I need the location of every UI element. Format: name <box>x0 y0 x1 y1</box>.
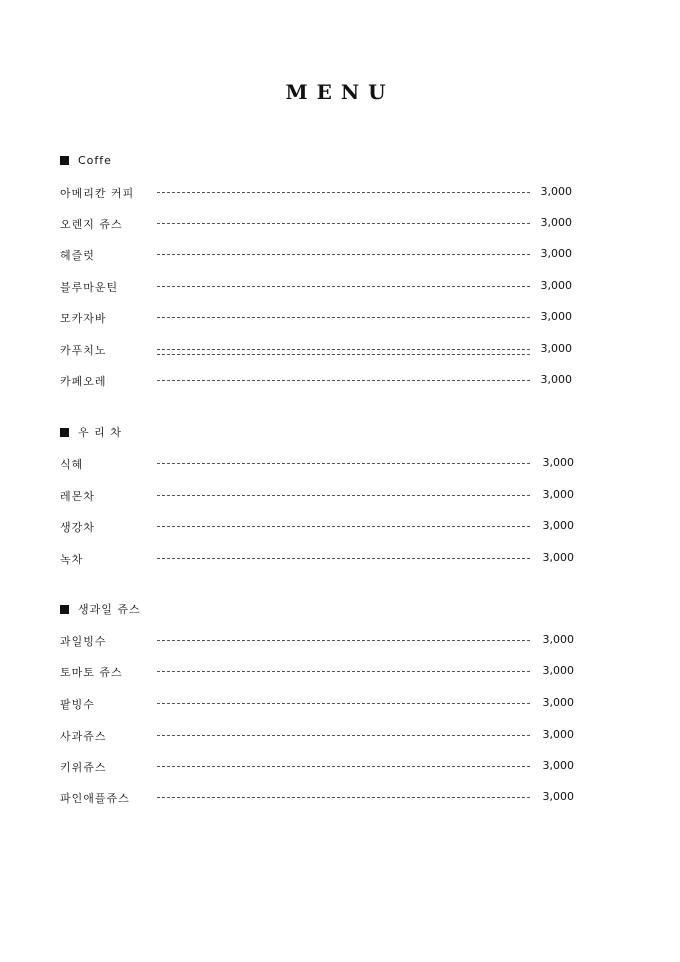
dotted-leader <box>157 354 530 355</box>
dotted-leader <box>157 640 530 641</box>
item-price: 3,000 <box>540 310 572 323</box>
section-coffe <box>60 150 580 395</box>
dotted-leader <box>157 286 530 287</box>
dotted-leader <box>157 254 530 255</box>
page-title: MENU <box>285 80 395 104</box>
menu-item <box>60 339 580 359</box>
item-price: 3,000 <box>542 456 574 469</box>
item-price: 3,000 <box>542 759 574 772</box>
item-price: 3,000 <box>542 551 574 564</box>
item-price: 3,000 <box>542 664 574 677</box>
item-name: 과일빙수 <box>60 635 107 648</box>
item-name: 팥빙수 <box>60 698 95 711</box>
section-header <box>60 422 580 442</box>
item-price: 3,000 <box>540 342 572 355</box>
square-bullet-icon <box>60 428 69 437</box>
menu-item <box>60 276 580 296</box>
menu-item <box>60 661 580 681</box>
item-price: 3,000 <box>540 373 572 386</box>
item-name: 식혜 <box>60 458 84 471</box>
menu-item <box>60 693 580 713</box>
dotted-leader <box>157 735 530 736</box>
item-name: 레몬차 <box>60 490 95 503</box>
dotted-leader <box>157 192 530 193</box>
menu-item <box>60 787 580 807</box>
item-name: 생강차 <box>60 521 95 534</box>
item-name: 키위쥬스 <box>60 761 107 774</box>
item-name: 모카자바 <box>60 312 107 325</box>
item-price: 3,000 <box>540 185 572 198</box>
dotted-leader <box>157 558 530 559</box>
item-price: 3,000 <box>542 633 574 646</box>
section-title: 생과일 쥬스 <box>78 603 141 616</box>
menu-item <box>60 548 580 568</box>
section-header <box>60 150 580 170</box>
section-title: 우 리 차 <box>78 426 122 439</box>
section-header <box>60 599 580 619</box>
dotted-leader <box>157 703 530 704</box>
dotted-leader <box>157 463 530 464</box>
menu-item <box>60 182 580 202</box>
item-name: 사과쥬스 <box>60 730 107 743</box>
item-price: 3,000 <box>542 728 574 741</box>
item-price: 3,000 <box>540 216 572 229</box>
menu-item <box>60 516 580 536</box>
menu-item <box>60 244 580 264</box>
menu-item <box>60 725 580 745</box>
item-name: 파인애플쥬스 <box>60 792 130 805</box>
menu-item <box>60 307 580 327</box>
square-bullet-icon <box>60 605 69 614</box>
item-price: 3,000 <box>542 488 574 501</box>
item-name: 오렌지 쥬스 <box>60 218 123 231</box>
menu-item <box>60 370 580 390</box>
menu-item <box>60 213 580 233</box>
menu-item <box>60 485 580 505</box>
dotted-leader <box>157 766 530 767</box>
item-name: 카푸치노 <box>60 344 107 357</box>
dotted-leader <box>157 349 530 350</box>
section-title: Coffe <box>78 153 112 167</box>
section-fresh-juice <box>60 599 580 814</box>
menu-item <box>60 453 580 473</box>
dotted-leader <box>157 671 530 672</box>
item-price: 3,000 <box>542 519 574 532</box>
item-name: 헤즐럿 <box>60 249 95 262</box>
item-name: 아메리칸 커피 <box>60 187 135 200</box>
item-name: 녹차 <box>60 553 84 566</box>
dotted-leader <box>157 526 530 527</box>
dotted-leader <box>157 223 530 224</box>
dotted-leader <box>157 380 530 381</box>
item-name: 블루마운틴 <box>60 281 119 294</box>
item-price: 3,000 <box>542 696 574 709</box>
item-name: 카페오레 <box>60 375 107 388</box>
menu-item <box>60 630 580 650</box>
item-price: 3,000 <box>540 247 572 260</box>
dotted-leader <box>157 797 530 798</box>
item-price: 3,000 <box>540 279 572 292</box>
section-korean-tea <box>60 422 580 572</box>
dotted-leader <box>157 495 530 496</box>
item-price: 3,000 <box>542 790 574 803</box>
menu-item <box>60 756 580 776</box>
item-name: 토마토 쥬스 <box>60 666 123 679</box>
dotted-leader <box>157 317 530 318</box>
square-bullet-icon <box>60 156 69 165</box>
